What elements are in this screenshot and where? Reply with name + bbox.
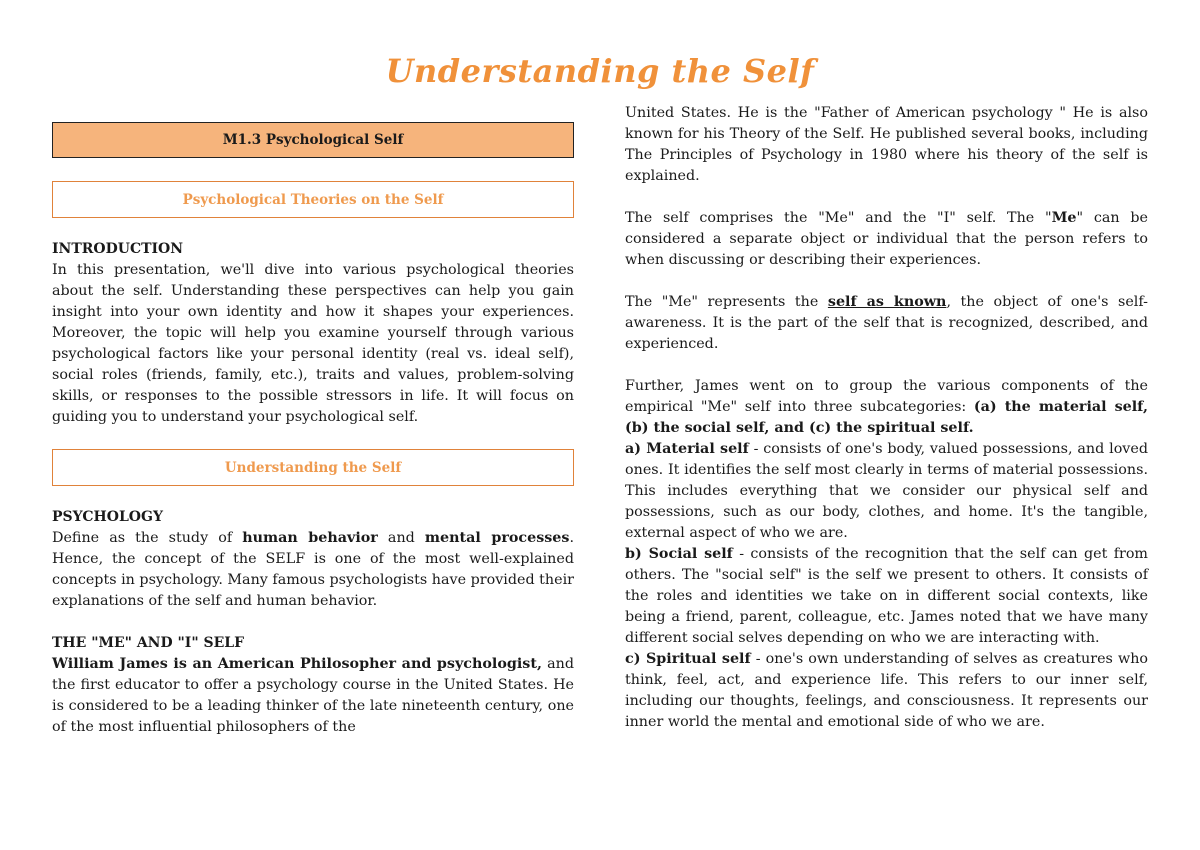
- james-paragraph: William James is an American Philosopher and psychologist, and the first educator to offer a psychology course in the United States. He is considered to be a leading thinker of the late nineteenth century, one of the most influential philosophers of the: [52, 656, 574, 735]
- subcategories-paragraph: Further, James went on to group the various components of the empirical "Me" self into three subcategories: (a) the material self, (b) the social self, and (c) the spiritual self.: [625, 378, 1148, 436]
- psychology-heading: PSYCHOLOGY: [52, 509, 163, 525]
- material-self-paragraph: a) Material self - consists of one's body, valued possessions, and loved ones. It identifies the self most clearly in terms of material possessions. This includes everything that we consider our physical self and possessions, such as our body, clothes, and home. It's the tangible, external aspect of who we are.: [625, 441, 1148, 541]
- right-column: [625, 103, 1148, 733]
- spiritual-self-paragraph: c) Spiritual self - one's own understanding of selves as creatures who think, feel, act, and experience life. This refers to our inner self, including our thoughts, feelings, and consciousness. It represents our inner world the mental and emotional side of who we are.: [625, 651, 1149, 730]
- page-title: Understanding the Self: [385, 52, 815, 90]
- psychology-paragraph: Define as the study of human behavior and mental processes. Hence, the concept of the SELF is one of the most well-explained concepts in psychology. Many famous psychologists have provided their explanations of the self and human behavior.: [52, 530, 574, 609]
- social-self-paragraph: b) Social self - consists of the recognition that the self can get from others. The "social self" is the self we present to others. It consists of the roles and identities we take on in different social contexts, like being a friend, parent, colleague, etc. James noted that we have many different social selves depending on who we are interacting with.: [625, 546, 1148, 646]
- intro-paragraph: In this presentation, we'll dive into various psychological theories about the self. Understanding these perspectives can help you gain insight into your own identity and how it shapes your experiences. Moreover, the topic will help you examine yourself through various psychological factors like your personal identity (real vs. ideal self), social roles (friends, family, etc.), traits and values, problem-solving skills, or responses to the possible stressors in life. It will focus on guiding you to understand your psychological self.: [52, 262, 574, 425]
- left-column: [52, 122, 574, 738]
- james-continued-paragraph: United States. He is the "Father of American psychology " He is also known for his Theory of the Self. He published several books, including The Principles of Psychology in 1980 where his theory of the self is explained.: [625, 105, 1148, 184]
- me-definition-paragraph: The self comprises the "Me" and the "I" self. The "Me" can be considered a separate object or individual that the person refers to when discussing or describing their experiences.: [625, 210, 1148, 268]
- self-as-known-paragraph: The "Me" represents the self as known, the object of one's self-awareness. It is the part of the self that is recognized, described, and experienced.: [625, 294, 1148, 352]
- module-title-box: M1.3 Psychological Self: [52, 122, 574, 158]
- intro-heading: INTRODUCTION: [52, 241, 184, 257]
- me-i-heading: THE "ME" AND "I" SELF: [52, 635, 245, 651]
- section-box-understanding: Understanding the Self: [52, 449, 574, 486]
- section-box-theories: Psychological Theories on the Self: [52, 181, 574, 218]
